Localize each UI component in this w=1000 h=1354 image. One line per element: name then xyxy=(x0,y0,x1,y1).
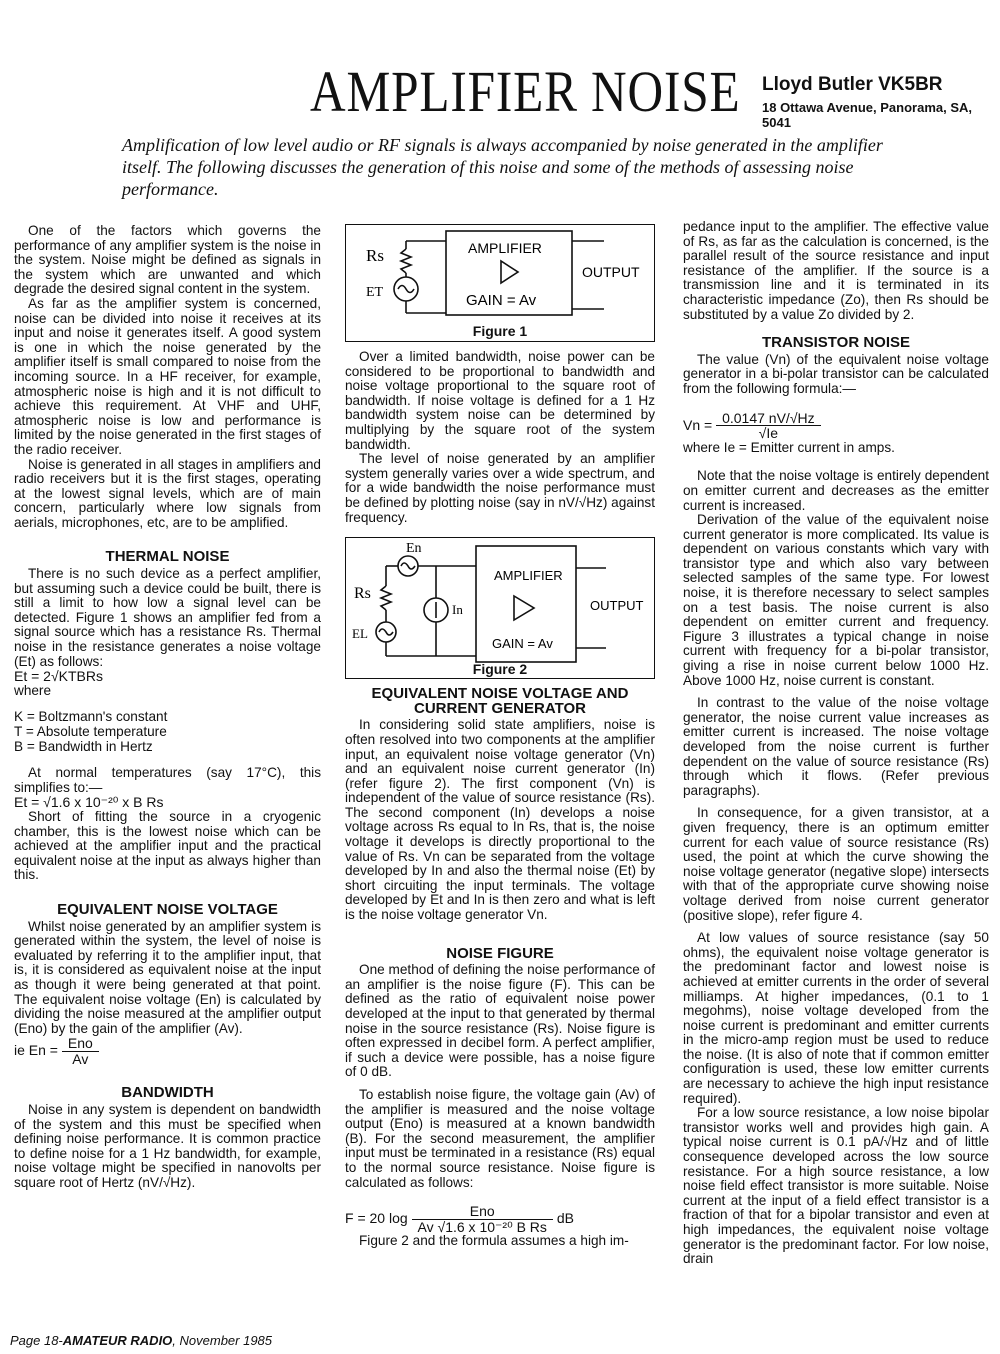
formula-lhs: F = 20 log xyxy=(345,1209,408,1226)
label-in: In xyxy=(452,602,463,618)
def-t: T = Absolute temperature xyxy=(14,724,167,739)
paragraph: At normal temperatures (say 17°C), this simplifies to:— xyxy=(14,765,321,795)
def-k: K = Boltzmann's constant xyxy=(14,709,168,725)
paragraph: For a low source resistance, a low noise bipolar transistor works well and provides high gain. A typical noise current is 0.1 pA/√Hz and of little consequence developed across the low source resistance. For a high source resistance, a low noise field effect transistor is more suitable. Noise current at the input of a field effect transistor is a fraction of that for a bipolar transistor and even at high impedances, the equivalent noise voltage generator is the predominant factor. For low noise, drain xyxy=(683,1105,989,1267)
figure-2-diagram xyxy=(346,538,654,678)
paragraph: Note that the noise voltage is entirely dependent on emitter current and decreases as the emitter current is increased. xyxy=(683,468,989,513)
label-amplifier: AMPLIFIER xyxy=(494,568,563,584)
fraction xyxy=(62,1036,99,1066)
formula-unit: dB xyxy=(556,1209,574,1226)
paragraph: Derivation of the value of the equivalent noise current generator is more complicated. Its value is dependent on various constants which vary with transistor type and which also vary between selected samples of the same type. For lowest noise, it is therefore necessary to select samples on a test basis. The noise current is also dependent on emitter current and frequency. Figure 3 illustrates a typical change in noise current with frequency for a bi-polar transistor, giving a rise in noise current below 1000 Hz. Above 1000 Hz, noise current is constant. xyxy=(683,512,989,688)
fraction-denominator: Av √1.6 x 10⁻²⁰ B Rs xyxy=(417,1218,547,1235)
paragraph: In considering solid state amplifiers, noise is often resolved into two components at the amplifier input, an equivalent noise voltage generator (Vn) and an equivalent noise current generator (In) (refer figure 2). The first component (Vn) is independent of the value of source resistance (Rs). The second component (In) develops a noise voltage across Rs equal to In Rs, that is, the noise voltage it develops is directly proportional to the value of Rs. Vn can be separated from the voltage developed by In and also the thermal noise (Et) by short circuiting the input terminals. The voltage developed by Et and In is then zero and what is left is the noise voltage generator Vn. xyxy=(345,717,655,923)
figure-1-caption: Figure 1 xyxy=(472,323,528,340)
column-3 xyxy=(683,220,989,1267)
fraction-denominator: Av xyxy=(72,1050,89,1067)
formula-vn xyxy=(683,411,989,441)
author-name: Lloyd Butler VK5BR xyxy=(762,74,943,95)
column-2 xyxy=(345,224,655,1249)
section-heading-bandwidth: BANDWIDTH xyxy=(121,1084,214,1102)
article-title: AMPLIFIER NOISE xyxy=(310,59,741,124)
paragraph: Noise is generated in all stages in amplifiers and radio receivers but it is the first stages, operating at the lowest signal levels, which are of main concern, particularly where low signals from aerials, microphones, etc, are to be amplified. xyxy=(14,456,321,530)
formula-en xyxy=(14,1036,321,1066)
footer-date: , November 1985 xyxy=(172,1333,273,1348)
figure-1 xyxy=(345,224,655,342)
fraction-numerator: Eno xyxy=(62,1036,99,1052)
figure-2 xyxy=(345,537,655,679)
paragraph: Figure 2 and the formula assumes a high im- xyxy=(359,1233,629,1249)
figure-2-caption: Figure 2 xyxy=(472,660,528,677)
section-heading-transistor-noise: TRANSISTOR NOISE xyxy=(761,334,911,352)
paragraph: Whilst noise generated by an amplifier system is generated within the system, the level of noise is evaluated by referring it to the amplifier input, that is, it is considered as equivalent noise at the input as though it were being generated at that point. The equivalent noise voltage (En) is calculated by dividing the noise measured at the amplifier output (Eno) by the gain of the amplifier (Av). xyxy=(14,918,321,1036)
where-label: where xyxy=(14,682,52,698)
paragraph: In consequence, for a given transistor, at a given frequency, there is an optimum emitter current for each value of source resistance (Rs) used, the point at which the curve showing the noise voltage generator (negative slope) intersects with that of the appropriate curve showing noise voltage derived from noise current generator (positive slope), refer figure 4. xyxy=(683,805,989,923)
paragraph: Short of fitting the source in a cryogenic chamber, this is the lowest noise which can be achieved at the amplifier input and the practical equivalent noise at the input as always higher than this. xyxy=(14,808,321,883)
paragraph: One of the factors which governs the performance of any amplifier system is the noise in the system. Noise might be defined as signals in the system which are unwanted and which degrade the desired signal content in the system. xyxy=(14,223,321,297)
section-heading-equivalent-noise-generator: EQUIVALENT NOISE VOLTAGE AND CURRENT GENERATOR xyxy=(371,685,629,717)
formula-simplified: Et = √1.6 x 10⁻²⁰ x B Rs xyxy=(14,794,164,811)
paragraph: In contrast to the value of the noise voltage generator, the noise current value increases as emitter current is increased. The noise voltage developed from the noise current is further dependent on the value of source resistance (Rs) through which it flows. (Refer previous paragraphs). xyxy=(683,695,989,798)
paragraph: Over a limited bandwidth, noise power can be considered to be proportional to bandwidth and noise voltage proportional to the square root of bandwidth. If noise voltage is defined for a 1 Hz bandwidth system noise can be determined by multiplying by the square root of the system bandwidth. xyxy=(345,349,655,452)
paragraph: As far as the amplifier system is concerned, noise can be divided into noise it receives at its input and noise it generates itself. A good system is one in which the noise generated by the amplifier itself is small compared to noise from the incoming source. In a HF receiver, for example, atmospheric noise is high and it is not difficult to achieve this requirement. At VHF and UHF, atmospheric noise is low and performance is limited by the noise generated in the first stages of the radio receiver. xyxy=(14,295,321,457)
formula-lhs: Vn = xyxy=(683,416,713,433)
author-address: 18 Ottawa Avenue, Panorama, SA, 5041 xyxy=(762,100,972,130)
formula-where: where Ie = Emitter current in amps. xyxy=(683,439,895,455)
fraction xyxy=(412,1204,553,1234)
fraction-denominator: √Ie xyxy=(758,425,779,442)
def-b: B = Bandwidth in Hertz xyxy=(14,738,153,754)
label-gain: GAIN = Av xyxy=(466,292,537,309)
paragraph: The value (Vn) of the equivalent noise voltage generator in a bi-polar transistor can be calculated from the following formula:— xyxy=(683,351,989,396)
footer-page: Page 18- xyxy=(10,1333,63,1348)
label-gain: GAIN = Av xyxy=(492,636,553,652)
column-1 xyxy=(14,224,321,1191)
label-rs: Rs xyxy=(366,246,384,265)
article-intro: Amplification of low level audio or RF signals is always accompanied by noise generated in the amplifier itself. The following discusses the generation of this noise and some of the methods of assessing noise performance. xyxy=(122,135,883,199)
paragraph: At low values of source resistance (say 50 ohms), the equivalent noise voltage generator is the predominant factor and lowest noise is achieved at emitter currents in the order of several milliamps. At higher impedances, (0.1 to 1 megohms), noise voltage developed from the noise current is predominant and emitter currents in the micro-amp region must be used to reduce the noise. (It is also of note that if common emitter configuration is used, these low emitter currents are necessary to achieve the high input resistance required). xyxy=(683,930,989,1106)
paragraph: The level of noise generated by an amplifier system generally varies over a wide spectrum, and for a wide bandwidth the noise performance must be defined by plotting noise (say in nV/√Hz) against frequency. xyxy=(345,451,655,525)
label-output: OUTPUT xyxy=(582,264,640,280)
section-heading-thermal-noise: THERMAL NOISE xyxy=(105,548,230,566)
formula-lhs: ie En = xyxy=(14,1042,58,1059)
fraction-numerator: Eno xyxy=(412,1204,553,1220)
label-output: OUTPUT xyxy=(590,598,644,614)
label-en: En xyxy=(406,541,422,557)
paragraph: pedance input to the amplifier. The effective value of Rs, as far as the calculation is concerned, is the parallel result of the source resistance and input resistance of the amplifier. If the source is a transmission line and it is terminated in its characteristic impedance (Zo), then Rs should be substituted by a value Zo divided by 2. xyxy=(683,219,989,322)
label-el: EL xyxy=(352,626,368,642)
section-heading-equivalent-noise-voltage: EQUIVALENT NOISE VOLTAGE xyxy=(57,900,278,918)
footer-magazine: AMATEUR RADIO xyxy=(62,1333,173,1348)
fraction-numerator: 0.0147 nV/√Hz xyxy=(716,411,821,427)
label-amplifier: AMPLIFIER xyxy=(468,240,542,256)
fraction xyxy=(716,411,821,441)
paragraph: Noise in any system is dependent on bandwidth of the system and this must be specified when defining noise performance. It is common practice to define noise for a 1 Hz bandwidth, for example, noise voltage might be specified in nanovolts per square root of Hertz (nV/√Hz). xyxy=(14,1102,321,1191)
label-et: ET xyxy=(366,285,384,300)
label-rs: Rs xyxy=(354,585,371,603)
paragraph: There is no such device as a perfect amplifier, but assuming such a device could be built, there is still a limit to how low a signal level can be detected. Figure 1 shows an amplifier fed from a signal source which has a resistance Rs. Thermal noise in the resistance generates a noise voltage (Et) as follows: xyxy=(14,566,321,669)
page-footer xyxy=(10,1333,272,1348)
paragraph: To establish noise figure, the voltage gain (Av) of the amplifier is measured and the noise voltage output (Eno) is measured at a known bandwidth (B). For the second measurement, the amplifier input must be terminated in a resistance (Rs) equal to the normal source resistance. Noise figure is calculated as follows: xyxy=(345,1086,655,1190)
formula-thermal: Et = 2√KTBRs xyxy=(14,668,103,685)
paragraph: One method of defining the noise performance of an amplifier is the noise figure (F). This can be defined as the ratio of equivalent noise power developed at the input to that generated by thermal noise in the source resistance (Rs). Noise figure is often expressed in decibel form. A perfect amplifier, if such a device were possible, has a noise figure of 0 dB. xyxy=(345,962,655,1080)
section-heading-noise-figure: NOISE FIGURE xyxy=(446,944,554,962)
formula-noise-figure xyxy=(345,1204,655,1234)
